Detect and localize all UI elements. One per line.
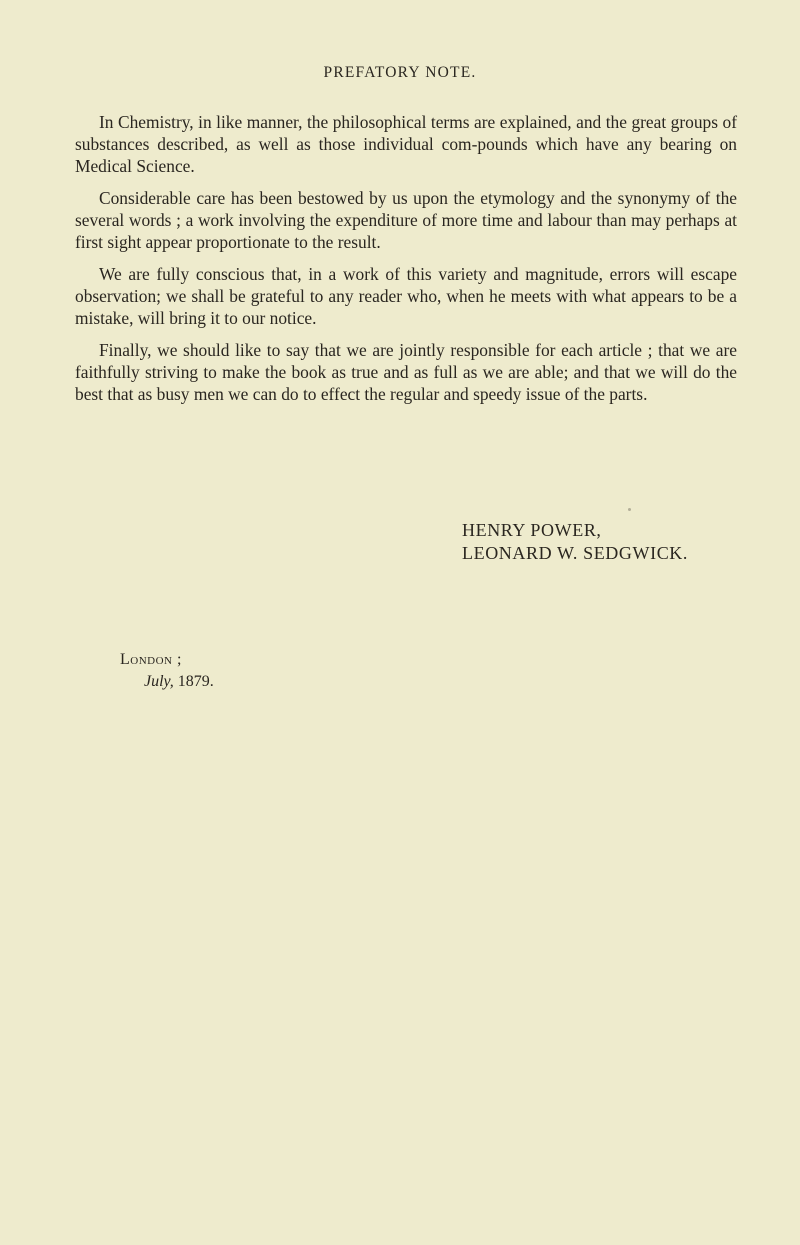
paragraph-etymology: Considerable care has been bestowed by us upon the etymology and the synonymy of the several words ; a work involving the expenditure of more time and labour than may perhaps at first sight appear proportionate to the result. xyxy=(75,188,737,252)
date-month: July, xyxy=(144,673,174,690)
signatory-leonard-sedgwick: LEONARD W. SEDGWICK. xyxy=(462,543,688,563)
paper-speck xyxy=(628,508,631,511)
page-heading: PREFATORY NOTE. xyxy=(323,64,477,81)
paragraph-finally: Finally, we should like to say that we are jointly responsible for each article ; that we are faithfully striving to make the book as true and as full as we are able; and that we will do the best that as busy men we can do to effect the regular and speedy issue of the parts. xyxy=(75,340,737,404)
date-year: 1879. xyxy=(177,673,214,690)
place-line: London ; xyxy=(120,651,182,668)
body-text xyxy=(75,111,737,415)
signatory-henry-power: HENRY POWER, xyxy=(462,520,602,540)
date-line xyxy=(144,673,214,691)
paragraph-chemistry: In Chemistry, in like manner, the philosophical terms are explained, and the great groups of substances described, as well as those individual com-pounds which have any bearing on Medical Science. xyxy=(75,112,737,176)
signature-block xyxy=(462,519,688,565)
paragraph-errors: We are fully conscious that, in a work of this variety and magnitude, errors will escape observation; we shall be grateful to any reader who, when he meets with what appears to be a mistake, will bring it to our notice. xyxy=(75,264,737,328)
